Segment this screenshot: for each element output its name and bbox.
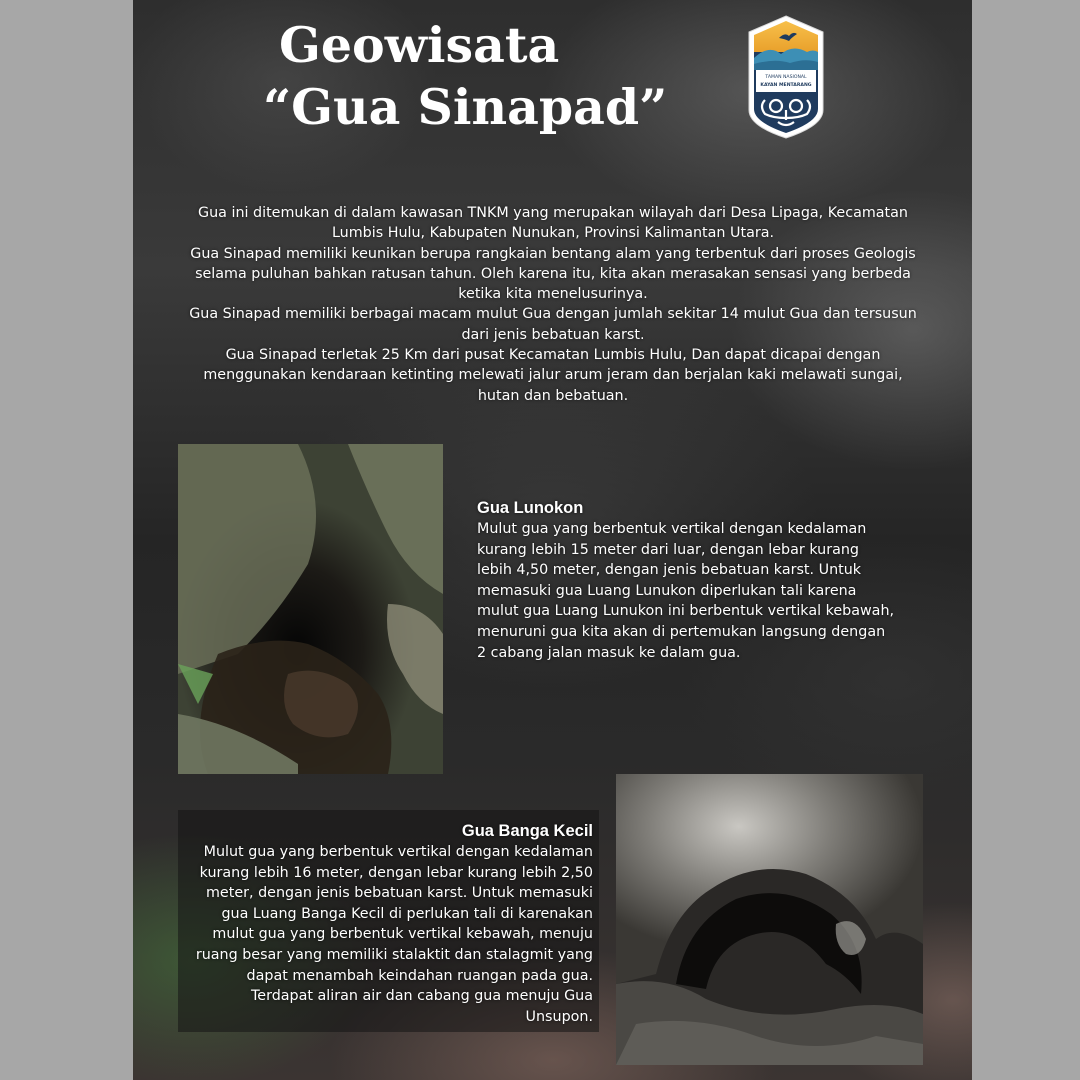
logo-text-1: TAMAN NASIONAL [765, 75, 807, 80]
gua-banga-kecil-section [185, 820, 593, 1027]
poster [133, 0, 972, 1080]
park-logo-emblem [745, 14, 827, 140]
gua-lunokon-heading: Gua Lunokon [477, 499, 584, 517]
gua-banga-kecil-heading: Gua Banga Kecil [461, 822, 593, 840]
gua-lunokon-photo [178, 444, 443, 774]
gua-lunokon-description: Mulut gua yang berbentuk vertikal dengan kedalaman kurang lebih 15 meter dari luar, dengan lebar kurang lebih 4,50 meter, dengan jenis bebatuan karst. Untuk memasuki gua Luang Lunukon diperlukan tali karena mulut gua Luang Lunukon ini berbentuk vertikal kebawah, menuruni gua kita akan di pertemukan langsung dengan 2 cabang jalan masuk ke dalam gua. [477, 521, 895, 661]
intro-paragraph-4: Gua Sinapad terletak 25 Km dari pusat Kecamatan Lumbis Hulu, Dan dapat dicapai dengan menggunakan kendaraan ketinting melewati jalur arum jeram dan berjalan kaki melawati sungai, hutan dan bebatuan. [203, 347, 903, 404]
gua-banga-kecil-photo [616, 774, 923, 1065]
title-line-2: “Gua Sinapad” [263, 78, 668, 136]
intro-paragraph-3: Gua Sinapad memiliki berbagai macam mulut Gua dengan jumlah sekitar 14 mulut Gua dan tersusun dari jenis bebatuan karst. [189, 306, 917, 343]
mountain-icon [754, 48, 818, 70]
intro-paragraph-1: Gua ini ditemukan di dalam kawasan TNKM yang merupakan wilayah dari Desa Lipaga, Kecamatan Lumbis Hulu, Kabupaten Nunukan, Provinsi Kalimantan Utara. [198, 205, 908, 242]
logo-text-2: KAYAN MENTARANG [760, 83, 812, 88]
intro-text [188, 203, 918, 406]
park-logo [745, 14, 827, 140]
title-line-1: Geowisata [279, 16, 560, 74]
intro-paragraph-2: Gua Sinapad memiliki keunikan berupa rangkaian bentang alam yang terbentuk dari proses Geologis selama puluhan bahkan ratusan tahun. Oleh karena itu, kita akan merasakan sensasi yang berbeda ketika kita menelusurinya. [190, 245, 916, 303]
gua-banga-kecil-description: Mulut gua yang berbentuk vertikal dengan kedalaman kurang lebih 16 meter, dengan lebar kurang lebih 2,50 meter, dengan jenis bebatuan karst. Untuk memasuki gua Luang Banga Kecil di perlukan tali di karenakan mulut gua yang berbentuk vertikal kebawah, menuju ruang besar yang memiliki stalaktit dan stalagmit yang dapat menambah keindahan ruangan pada gua. Terdapat aliran air dan cabang gua menuju Gua Unsupon. [195, 844, 593, 1025]
page-title [263, 14, 723, 138]
gua-lunokon-section [477, 497, 897, 663]
